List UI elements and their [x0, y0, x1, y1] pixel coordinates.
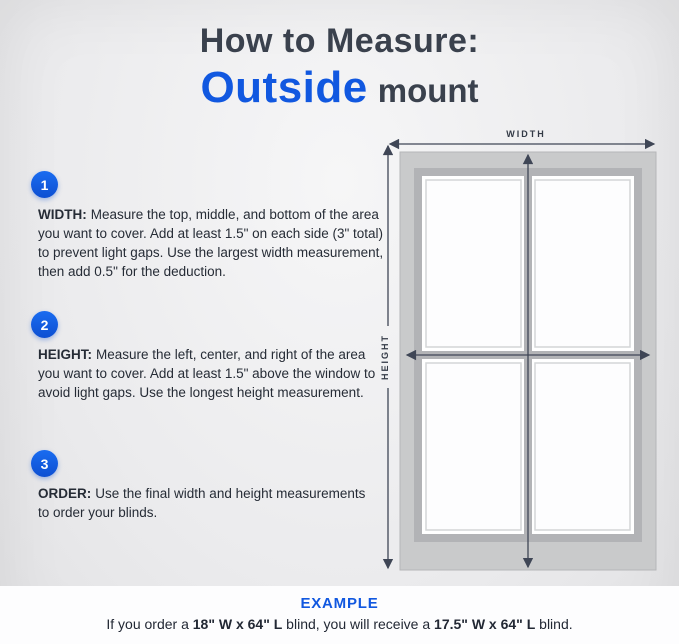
window-pane-top-right [535, 180, 630, 347]
step-2-body: Measure the left, center, and right of the area you want to cover. Add at least 1.5" above the window to avoid light gaps. Use the longest height measurement. [38, 347, 376, 400]
example-order-size: 18" W x 64" L [192, 616, 283, 632]
window-pane-bottom-left [426, 363, 521, 530]
step-2-text [38, 346, 386, 403]
step-1-number: 1 [40, 176, 49, 193]
step-1-label: WIDTH: [38, 207, 87, 222]
step-3-label: ORDER: [38, 486, 92, 501]
step-2-number: 2 [40, 316, 49, 333]
step-3-body: Use the final width and height measurements to order your blinds. [38, 486, 366, 520]
example-suffix: blind. [535, 616, 573, 632]
example-receive-size: 17.5" W x 64" L [434, 616, 536, 632]
window-pane-bottom-right [535, 363, 630, 530]
step-2-badge [31, 311, 58, 338]
example-heading: EXAMPLE [300, 595, 379, 612]
window-measurement-diagram [378, 128, 673, 580]
step-3-text [38, 485, 368, 523]
example-prefix: If you order a [106, 616, 193, 632]
title-line2 [0, 63, 679, 113]
example-footer [0, 586, 679, 644]
step-3-badge [31, 450, 58, 477]
example-middle: blind, you will receive a [282, 616, 435, 632]
title-line1: How to Measure: [199, 22, 480, 60]
title-mount-type: Outside [200, 63, 368, 112]
example-sentence [0, 616, 679, 632]
step-3-number: 3 [40, 455, 49, 472]
window-diagram-svg [378, 128, 673, 580]
width-arrow-label: WIDTH [506, 129, 546, 139]
step-1-badge [31, 171, 58, 198]
title-mount-word: mount [377, 72, 479, 109]
step-2-label: HEIGHT: [38, 347, 92, 362]
window-pane-top-left [426, 180, 521, 347]
step-1-text [38, 206, 386, 282]
step-1-body: Measure the top, middle, and bottom of the area you want to cover. Add at least 1.5" on each side (3" total) to prevent light gaps. Use the largest width measurement, then add 0.5" for the deduction. [38, 207, 384, 279]
page-header [0, 22, 679, 113]
height-arrow-label: HEIGHT [380, 333, 390, 381]
